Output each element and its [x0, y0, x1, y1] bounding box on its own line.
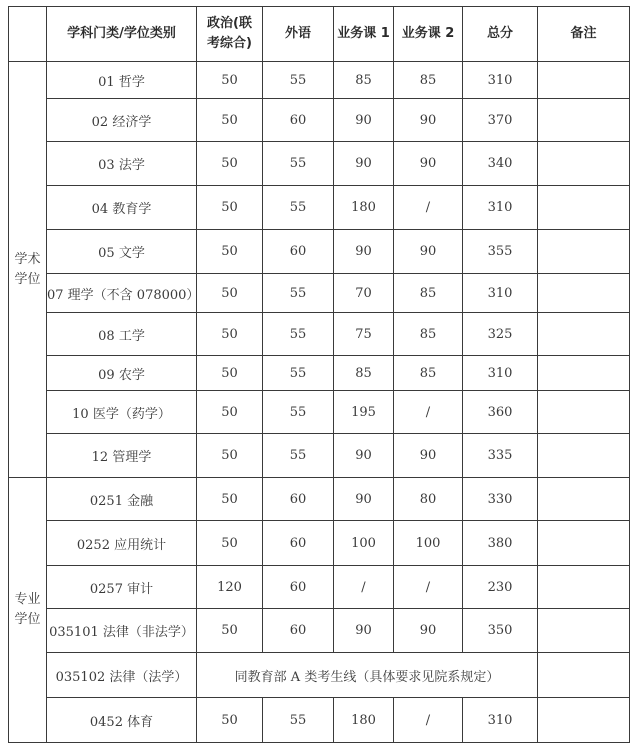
- total-cell: 360: [463, 391, 538, 434]
- total-cell: 330: [463, 478, 538, 521]
- foreign-language-cell: 60: [263, 230, 334, 274]
- foreign-language-cell: 55: [263, 186, 334, 230]
- subject-cell: 0251 金融: [47, 478, 197, 521]
- course2-cell: /: [394, 391, 463, 434]
- table-row: [9, 521, 630, 566]
- politics-cell: 50: [197, 142, 263, 186]
- course1-cell: 85: [334, 62, 394, 99]
- group-academic-line1: 学术: [14, 251, 41, 267]
- politics-cell: 120: [197, 566, 263, 609]
- course1-cell: 195: [334, 391, 394, 434]
- politics-cell: 50: [197, 521, 263, 566]
- note-cell: [538, 356, 630, 391]
- foreign-language-cell: 55: [263, 274, 334, 313]
- course1-cell: 70: [334, 274, 394, 313]
- course2-cell: 85: [394, 274, 463, 313]
- subject-cell: 04 教育学: [47, 186, 197, 230]
- total-cell: 310: [463, 698, 538, 743]
- header-course1: 业务课 1: [334, 7, 394, 62]
- politics-cell: 50: [197, 99, 263, 142]
- foreign-language-cell: 55: [263, 698, 334, 743]
- course2-cell: /: [394, 566, 463, 609]
- table-row: [9, 230, 630, 274]
- politics-cell: 50: [197, 186, 263, 230]
- politics-cell: 50: [197, 609, 263, 653]
- total-cell: 325: [463, 313, 538, 356]
- course1-cell: 180: [334, 698, 394, 743]
- table-row: [9, 142, 630, 186]
- foreign-language-cell: 60: [263, 99, 334, 142]
- header-foreign-language: 外语: [263, 7, 334, 62]
- politics-cell: 50: [197, 391, 263, 434]
- course1-cell: 90: [334, 609, 394, 653]
- table-row: [9, 566, 630, 609]
- note-cell: [538, 434, 630, 478]
- course1-cell: 85: [334, 356, 394, 391]
- table-row: [9, 62, 630, 99]
- course2-cell: 90: [394, 99, 463, 142]
- subject-cell: 12 管理学: [47, 434, 197, 478]
- header-politics-line2: 考综合): [207, 36, 252, 51]
- note-cell: [538, 313, 630, 356]
- course2-cell: 90: [394, 230, 463, 274]
- table-row: [9, 313, 630, 356]
- total-cell: 350: [463, 609, 538, 653]
- course2-cell: 90: [394, 142, 463, 186]
- header-total: 总分: [463, 7, 538, 62]
- foreign-language-cell: 55: [263, 313, 334, 356]
- total-cell: 340: [463, 142, 538, 186]
- course2-cell: 90: [394, 434, 463, 478]
- note-cell: [538, 391, 630, 434]
- course1-cell: 90: [334, 99, 394, 142]
- subject-cell: 08 工学: [47, 313, 197, 356]
- total-cell: 355: [463, 230, 538, 274]
- total-cell: 310: [463, 356, 538, 391]
- politics-cell: 50: [197, 434, 263, 478]
- group-professional-label: [9, 478, 47, 743]
- course1-cell: /: [334, 566, 394, 609]
- course2-cell: 80: [394, 478, 463, 521]
- note-cell: [538, 478, 630, 521]
- subject-cell: 02 经济学: [47, 99, 197, 142]
- note-cell: [538, 62, 630, 99]
- table-row: [9, 478, 630, 521]
- subject-cell: 0452 体育: [47, 698, 197, 743]
- foreign-language-cell: 55: [263, 356, 334, 391]
- course2-cell: 85: [394, 356, 463, 391]
- foreign-language-cell: 55: [263, 62, 334, 99]
- foreign-language-cell: 60: [263, 521, 334, 566]
- course2-cell: 100: [394, 521, 463, 566]
- subject-cell: 03 法学: [47, 142, 197, 186]
- note-cell: [538, 142, 630, 186]
- total-cell: 335: [463, 434, 538, 478]
- subject-cell: 035101 法律（非法学）: [47, 609, 197, 653]
- merged-requirement-cell: 同教育部 A 类考生线（具体要求见院系规定）: [197, 653, 538, 698]
- note-cell: [538, 653, 630, 698]
- course1-cell: 90: [334, 434, 394, 478]
- course2-cell: 85: [394, 62, 463, 99]
- header-subject: 学科门类/学位类别: [47, 7, 197, 62]
- subject-cell: 035102 法律（法学）: [47, 653, 197, 698]
- politics-cell: 50: [197, 313, 263, 356]
- subject-cell: 0257 审计: [47, 566, 197, 609]
- politics-cell: 50: [197, 274, 263, 313]
- foreign-language-cell: 55: [263, 142, 334, 186]
- politics-cell: 50: [197, 356, 263, 391]
- total-cell: 310: [463, 62, 538, 99]
- note-cell: [538, 698, 630, 743]
- table-row: [9, 609, 630, 653]
- note-cell: [538, 274, 630, 313]
- course2-cell: 90: [394, 609, 463, 653]
- course1-cell: 90: [334, 230, 394, 274]
- header-row: [9, 7, 630, 62]
- note-cell: [538, 99, 630, 142]
- note-cell: [538, 566, 630, 609]
- subject-cell: 07 理学（不含 078000）: [47, 274, 197, 313]
- header-politics-line1: 政治(联: [207, 16, 252, 31]
- table-row: [9, 653, 630, 698]
- table-row: [9, 434, 630, 478]
- header-note: 备注: [538, 7, 630, 62]
- foreign-language-cell: 60: [263, 566, 334, 609]
- course1-cell: 180: [334, 186, 394, 230]
- course1-cell: 75: [334, 313, 394, 356]
- course2-cell: /: [394, 186, 463, 230]
- table-row: [9, 356, 630, 391]
- total-cell: 310: [463, 274, 538, 313]
- note-cell: [538, 609, 630, 653]
- foreign-language-cell: 55: [263, 434, 334, 478]
- table-row: [9, 186, 630, 230]
- course1-cell: 90: [334, 142, 394, 186]
- subject-cell: 0252 应用统计: [47, 521, 197, 566]
- table-row: [9, 99, 630, 142]
- foreign-language-cell: 55: [263, 391, 334, 434]
- foreign-language-cell: 60: [263, 609, 334, 653]
- subject-cell: 01 哲学: [47, 62, 197, 99]
- politics-cell: 50: [197, 62, 263, 99]
- total-cell: 230: [463, 566, 538, 609]
- course1-cell: 90: [334, 478, 394, 521]
- course1-cell: 100: [334, 521, 394, 566]
- subject-cell: 05 文学: [47, 230, 197, 274]
- table-row: [9, 391, 630, 434]
- subject-cell: 10 医学（药学）: [47, 391, 197, 434]
- table-row: [9, 698, 630, 743]
- total-cell: 380: [463, 521, 538, 566]
- header-course2: 业务课 2: [394, 7, 463, 62]
- note-cell: [538, 230, 630, 274]
- group-professional-line2: 学位: [14, 612, 41, 627]
- politics-cell: 50: [197, 698, 263, 743]
- subject-cell: 09 农学: [47, 356, 197, 391]
- total-cell: 310: [463, 186, 538, 230]
- header-group: [9, 7, 47, 62]
- note-cell: [538, 186, 630, 230]
- total-cell: 370: [463, 99, 538, 142]
- group-academic-label: [9, 62, 47, 478]
- note-cell: [538, 521, 630, 566]
- table-row: [9, 274, 630, 313]
- course2-cell: 85: [394, 313, 463, 356]
- course2-cell: /: [394, 698, 463, 743]
- header-politics: [197, 7, 263, 62]
- score-line-table: [8, 6, 630, 743]
- group-academic-line2: 学位: [14, 271, 41, 287]
- politics-cell: 50: [197, 478, 263, 521]
- politics-cell: 50: [197, 230, 263, 274]
- foreign-language-cell: 60: [263, 478, 334, 521]
- group-professional-line1: 专业: [14, 592, 41, 607]
